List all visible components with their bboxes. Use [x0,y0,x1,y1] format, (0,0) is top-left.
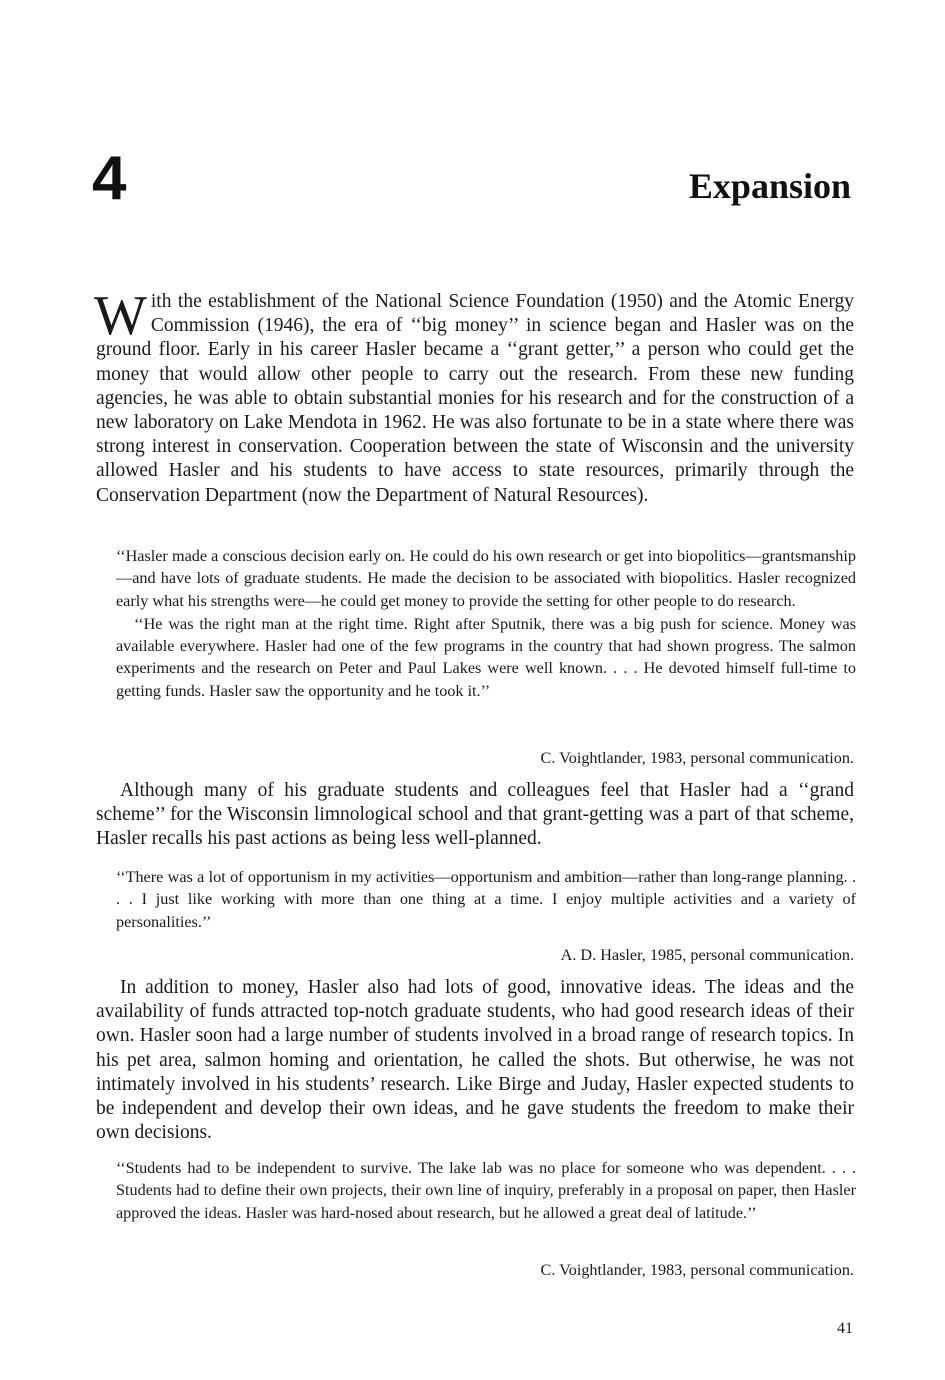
chapter-title: Expansion [688,166,851,206]
body-paragraph-1-text: ith the establishment of the National Science Foundation (1950) and the Atomic Energy Commission (1946), the era of ‘‘big money’’ in science began and Hasler was on the ground floor. Early in his career Hasler became a ‘‘grant getter,’’ a person who could get the money that would allow other people to carry out the research. From these new funding agencies, he was able to obtain substantial monies for his research and for the construction of a new laboratory on Lake Mendota in 1962. He was also fortunate to be in a state where there was strong interest in conservation. Cooperation between the state of Wisconsin and the university allowed Hasler and his students to have access to state resources, primarily through the Conservation Department (now the Department of Natural Resources). [96,291,854,506]
block-quote-3-paragraph-1: ‘‘Students had to be independent to survive. The lake lab was no place for someone who was dependent. . . . Students had to define their own projects, their own line of inquiry, preferably in a proposal on paper, then Hasler approved the ideas. Hasler was hard-nosed about research, but he allowed a great deal of latitude.’’ [116,1159,856,1222]
block-quote-2-paragraph-1: ‘‘There was a lot of opportunism in my activities—opportunism and ambition—rather than long-range planning. . . . I just like working with more than one thing at a time. I enjoy multiple activities and a variety of personalities.’’ [116,868,856,931]
attribution-1: C. Voightlander, 1983, personal communication. [540,749,854,767]
chapter-number: 4 [92,144,127,213]
block-quote-1 [116,545,856,702]
block-quote-1-paragraph-1: ‘‘Hasler made a conscious decision early on. He could do his own research or get into biopolitics—grantsmanship—and have lots of graduate students. He made the decision to be associated with biopolitics. Hasler recognized early what his strengths were—he could get money to provide the setting for other people to do research. [116,547,856,610]
attribution-2: A. D. Hasler, 1985, personal communication. [560,946,854,964]
drop-cap: W [94,285,147,347]
attribution-3: C. Voightlander, 1983, personal communication. [540,1261,854,1279]
block-quote-3 [116,1157,856,1224]
body-paragraph-1 [94,285,854,508]
block-quote-2 [116,866,856,933]
page-number: 41 [837,1320,853,1337]
body-paragraph-3: In addition to money, Hasler also had lots of good, innovative ideas. The ideas and the availability of funds attracted top-notch graduate students, who had good research ideas of their own. Hasler soon had a large number of students involved in a broad range of research topics. In his pet area, salmon homing and orientation, he called the shots. But otherwise, he was not intimately involved in his students’ research. Like Birge and Juday, Hasler expected students to be independent and develop their own ideas, and he gave students the freedom to make their own decisions. [96,977,854,1144]
block-quote-1-paragraph-2: ‘‘He was the right man at the right time. Right after Sputnik, there was a big push for science. Money was available everywhere. Hasler had one of the few programs in the country that had shown progress. The salmon experiments and the research on Peter and Paul Lakes were well known. . . . He devoted himself full-time to getting funds. Hasler saw the opportunity and he took it.’’ [116,614,856,700]
body-paragraph-2: Although many of his graduate students and colleagues feel that Hasler had a ‘‘grand scheme’’ for the Wisconsin limnological school and that grant-getting was a part of that scheme, Hasler recalls his past actions as being less well-planned. [96,780,854,850]
